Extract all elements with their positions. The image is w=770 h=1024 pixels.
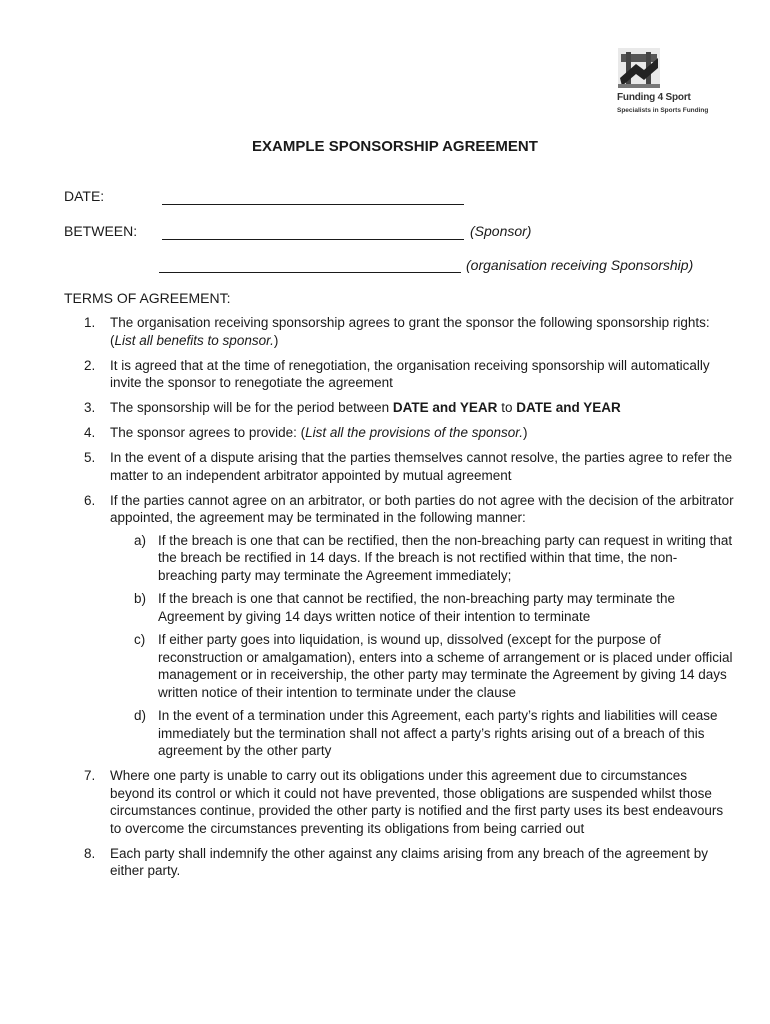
sponsor-line [162,239,464,240]
clause-number: 8. [84,845,96,861]
clause-text: The sponsorship will be for the period between [110,400,393,415]
clause-number: 4. [84,425,96,440]
date-label: DATE: [64,188,105,204]
clause-placeholder: List all the provisions of the sponsor. [305,425,523,440]
subclause-label: b) [134,591,147,606]
clause-number: 2. [84,357,96,373]
clause-text-mid: to [497,400,517,415]
clause-text: Where one party is unable to carry out its obligations under this agreement due to circumstances beyond its control or which it could not have prevented, those obligations are suspended whilst those circumstances continue, provided the other party is notified and the first party uses its best endeavours to overcome the circumstances preventing its obligations from being carried out [110,768,724,836]
clause-number: 3. [84,400,96,415]
subclause-text: If the breach is one that can be rectified, then the non-breaching party can request in writing that the breach be rectified in 14 days. If the breach is not rectified within that time, the non-breaching party may terminate the Agreement immediately; [158,532,733,583]
subclause-label: d) [134,708,147,723]
clause-6 [84,492,734,760]
clause-text: Each party shall indemnify the other against any claims arising from any breach of the agreement by either party. [110,845,709,878]
recipient-line [159,272,461,273]
between-label: BETWEEN: [64,223,138,239]
clause-8 [84,845,734,880]
termination-subclauses [110,532,734,760]
clause-2 [84,357,734,392]
clause-number: 1. [84,315,96,330]
clause-text-end: ) [522,425,528,440]
subclause-b [110,590,734,625]
clause-text: The organisation receiving sponsorship agrees to grant the sponsor the following sponsorship rights: ( [110,315,710,348]
clause-number: 5. [84,450,96,465]
funding-4-sport-logo [612,48,727,118]
clause-5 [84,449,734,484]
clause-text: If the parties cannot agree on an arbitrator, or both parties do not agree with the decision of the arbitrator appointed, the agreement may be terminated in the following manner: [110,492,734,525]
document-title: EXAMPLE SPONSORSHIP AGREEMENT [252,138,538,155]
subclause-c [110,631,734,701]
clause-text-end: ) [273,332,279,348]
subclause-a [110,532,734,585]
clause-4 [84,424,734,442]
subclause-text: In the event of a termination under this Agreement, each party’s rights and liabilities will cease immediately but the termination shall not affect a party’s rights arising out of a breach of this agreement by the other party [158,708,718,758]
clause-placeholder: List all benefits to sponsor. [114,332,274,348]
terms-heading: TERMS OF AGREEMENT: [64,290,231,306]
logo-name: Funding 4 Sport [617,92,691,103]
sponsor-note: (Sponsor) [470,223,532,239]
subclause-text: If either party goes into liquidation, is wound up, dissolved (except for the purpose of reconstruction or amalgamation), enters into a scheme of arrangement or is placed under official management or in receivership, the other party may terminate the Agreement by giving 14 days written notice of their intention to terminate under the clause [158,632,733,700]
clause-text: In the event of a dispute arising that the parties themselves cannot resolve, the parties agree to refer the matter to an independent arbitrator appointed by mutual agreement [110,450,733,483]
clause-text: It is agreed that at the time of renegotiation, the organisation receiving sponsorship will automatically invite the sponsor to renegotiate the agreement [110,357,710,390]
clause-number: 7. [84,768,96,783]
subclause-text: If the breach is one that cannot be rectified, the non-breaching party may terminate the Agreement by giving 14 days written notice of their intention to terminate [158,591,676,624]
subclause-label: c) [134,632,146,647]
clause-1 [84,314,734,349]
logo-tagline: Specialists in Sports Funding [617,107,709,114]
recipient-note: (organisation receiving Sponsorship) [466,257,694,273]
end-date-placeholder: DATE and YEAR [516,400,621,415]
terms-list [84,314,734,887]
clause-3 [84,399,734,417]
clause-7 [84,767,734,837]
clause-text: The sponsor agrees to provide: ( [110,425,306,440]
subclause-d [110,707,734,760]
date-line [162,204,464,205]
subclause-label: a) [134,532,147,548]
start-date-placeholder: DATE and YEAR [392,400,498,415]
runner-hurdle-icon [618,48,660,88]
clause-number: 6. [84,492,96,508]
